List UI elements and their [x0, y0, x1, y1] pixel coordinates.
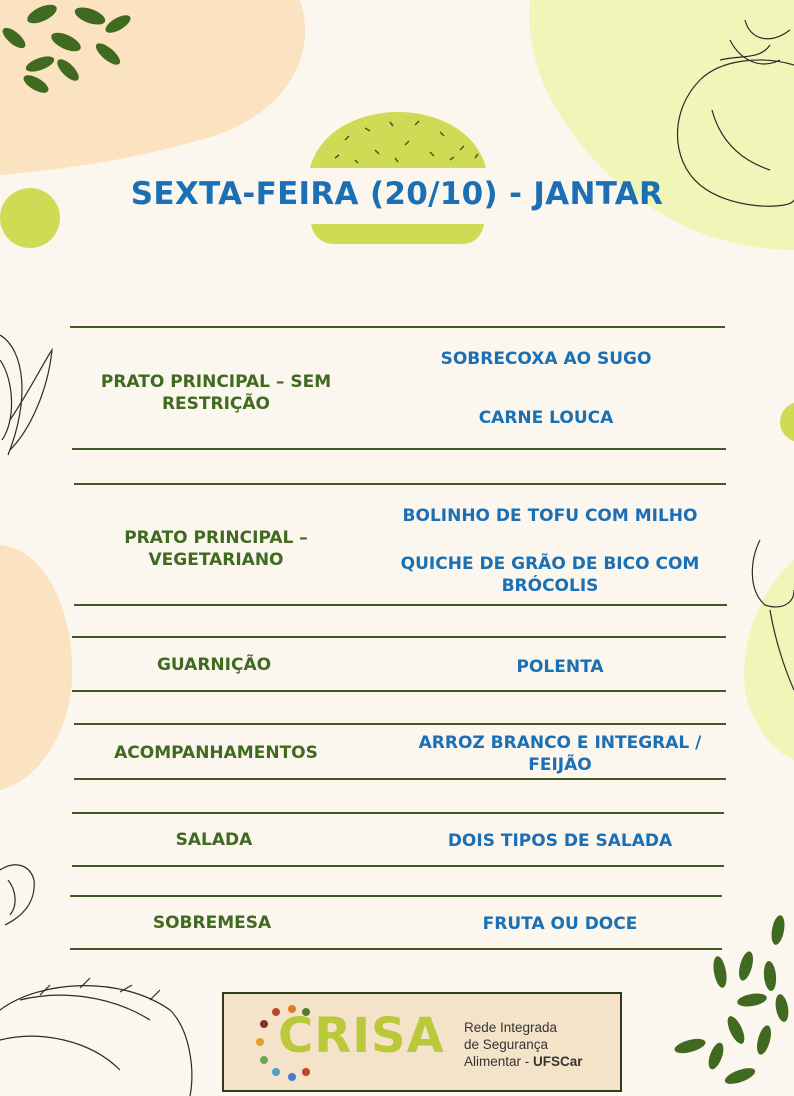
menu-category: ACOMPANHAMENTOS — [114, 743, 318, 763]
divider — [74, 483, 726, 485]
green-dot-right — [780, 402, 794, 442]
divider — [72, 865, 724, 867]
divider — [72, 812, 724, 814]
crisa-logo — [222, 992, 622, 1092]
divider — [72, 690, 726, 692]
divider — [72, 448, 726, 450]
leaf-cluster-bottom-right-icon — [673, 914, 790, 1087]
menu-dish: DOIS TIPOS DE SALADA — [447, 831, 673, 851]
divider — [74, 778, 726, 780]
menu-dish: SOBRECOXA AO SUGO — [440, 349, 652, 369]
divider — [74, 723, 726, 725]
menu-dish: QUICHE DE GRÃO DE BICO COM BRÓCOLIS — [400, 554, 700, 596]
divider — [70, 326, 725, 328]
menu-category: SALADA — [175, 830, 253, 850]
green-blob-right — [744, 560, 794, 760]
menu-dish: BOLINHO DE TOFU COM MILHO — [402, 506, 698, 526]
page-title: SEXTA-FEIRA (20/10) - JANTAR — [130, 176, 664, 212]
divider — [70, 895, 722, 897]
menu-category: PRATO PRINCIPAL – SEM RESTRIÇÃO — [100, 372, 332, 414]
menu-category: GUARNIÇÃO — [156, 655, 272, 675]
menu-dish: CARNE LOUCA — [478, 408, 614, 428]
logo-subtitle: Rede Integrada de Segurança Alimentar - UFSCar — [464, 1020, 583, 1069]
taco-outline-icon — [0, 978, 192, 1096]
lettuce-outline-icon — [0, 865, 34, 925]
divider — [70, 948, 722, 950]
leaf-outline-left-icon — [0, 335, 52, 455]
bun-bottom — [311, 224, 484, 244]
menu-dish: POLENTA — [516, 657, 604, 677]
bun-top — [310, 112, 486, 168]
peach-blob-left — [0, 545, 72, 790]
menu-dish: FRUTA OU DOCE — [482, 914, 638, 934]
menu-dish: ARROZ BRANCO E INTEGRAL / FEIJÃO — [418, 733, 702, 775]
crisa-wordmark: CRISA — [278, 1008, 445, 1064]
divider — [74, 604, 727, 606]
divider — [72, 636, 726, 638]
menu-category: SOBREMESA — [152, 913, 272, 933]
menu-category: PRATO PRINCIPAL – VEGETARIANO — [124, 528, 308, 570]
green-blob-top-right — [529, 0, 794, 250]
